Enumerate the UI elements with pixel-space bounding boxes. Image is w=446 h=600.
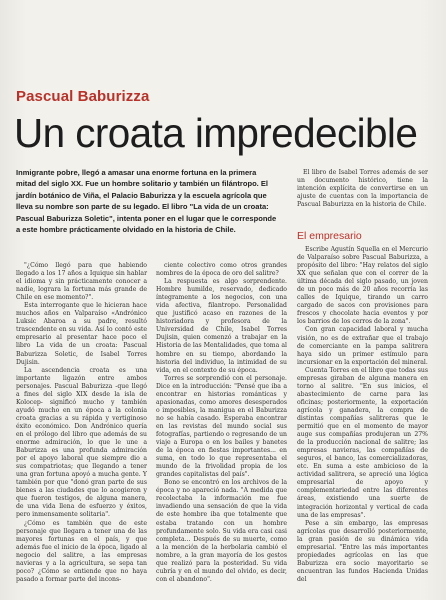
body-column-middle: [156, 262, 287, 584]
body-paragraph: Escribe Agustín Squella en el Mercurio de Valparaíso sobre Pascual Baburizza, a propósito del libro: "Hay relatos del siglo XX que señalan que con el correr de la última década del siglo pasado, un joven de un poco más de 20 años recorría las calles de Iquique, tirando un carro cargado de sacos con provisiones para frescos y chocolate hacia eventos y por los barrios de los cerros de la zona".: [297, 246, 428, 326]
body-paragraph: La ascendencia croata es una importante ligazón entre ambos personajes. Pascual Baburizza -que llegó a fines del siglo XIX desde la isla de Kolocep- significó mucho y también ayudó mucho en un época a la colonia croata gracias a su rápida y vertiginoso éxito económico. Don Andrónico quería en el prólogo del libro que además de su enorme admiración, lo que le une a Baburizza es una profunda admiración por el apoyo laboral que siempre dio a sus compatriotas; que llegando a tener una gran fortuna apoyó a mucha gente. Y también por que "donó gran parte de sus bienes a las ciudades que lo acogieron y que fueron testigos, de alguna manera, de una vida llena de esfuerzo y éxitos, pero inmensamente solitaria".: [16, 366, 147, 519]
right-top-paragraph: El libro de Isabel Torres además de ser un documento histórico, tiene la intención explícita de convertirse en un ajuste de cuentas con la importancia de Pascual Baburizza en la historia de Chile.: [297, 169, 428, 209]
body-column-left: [16, 262, 147, 584]
body-paragraph: Con gran capacidad laboral y mucha visión, no es de extrañar que el trabajo de comerciante en la pampa salitrera haya sido un primer estímulo para incursionar en la exportación del mineral.: [297, 326, 428, 366]
body-paragraph: ¿Cómo es también que de este personaje que llegara a tener una de las mayores fortunas en el país, y que además fue el inicio de la época, ligado al negocio del salitre, a las empresas navieras y a la agricultura, se sepa tan poco? ¿Cómo se entiende que no haya pasado a formar parte del incons-: [16, 519, 147, 583]
body-paragraph: Pese a sin embargo, las empresas agrícolas que desarrolló posteriormente, la gran pasión de su dinámica vida empresarial. "Entre las más importantes propiedades agrícolas en las que Baburizza era socio mayoritario se encuentran las fundos Hacienda Unidas del: [297, 519, 428, 583]
section-subheading: El empresario: [297, 230, 362, 242]
article-author-kicker: Pascual Baburizza: [16, 88, 150, 105]
right-top-column: [297, 169, 428, 209]
article-title: Un croata impredecible: [14, 110, 418, 156]
body-column-right: [297, 246, 428, 584]
body-paragraph: Torres se sorprendió con el personaje. Dice en la introducción: "Pensé que iba a encontrar en historias románticas y apasionadas, como amores desesperados o imposibles, la manigua en el Baburizza no se había casado. Esperaba encontrar en las revistas del mundo social sus fotografías, partiendo o regresando de un viaje a Europa o en los bailes y banetes de la época en fiestas importantes... en suma, en todo lo que representaba el mundo de la frivolidad propia de los grandes capitalistas del país".: [156, 374, 287, 479]
body-paragraph: La respuesta es algo sorprendente. Hombre humilde, reservado, dedicado íntegramente a los negocios, con una vida afectiva, filantropo. Personalidad que justificó acaso en razones de la historiadora y profesora de la Universidad de Chile, Isabel Torres Dujisin, quien comenzó a trabajar en la Historia de las Mentalidades, que toma al hombre en su tiempo, abordando la historia del individuo, la intimidad de su vida, en el contexto de su época.: [156, 278, 287, 374]
body-paragraph: "¿Cómo llegó para que habiendo llegado a los 17 años a Iquique sin hablar el idioma y sin prácticamente conocer a nadie, lograra la fortuna más grande de Chile en ese momento?".: [16, 262, 147, 302]
body-paragraph: Esta interrogante que le hicieran hace muchos años en Valparaíso «Andrónico Luksic Abaroa a su padre, resultó trascendente en su vida. Así lo contó este empresario al presentar hace poco el libro La vida de un croata: Pascual Baburizza Soletic, de Isabel Torres Dujisin.: [16, 302, 147, 366]
article-lead: Inmigrante pobre, llegó a amasar una enorme fortuna en la primera mitad del siglo XX. Fue un hombre solitario y también un filántropo. El jardín botánico de Viña, el Palacio Baburizza y la escuela agrícola que lleva su nombre son parte de su legado. El libro "La vida de un croata: Pascual Baburizza Soletic", intenta poner en el lugar que le corresponde a este hombre prácticamente olvidado en la historia de Chile.: [16, 168, 277, 235]
body-paragraph: Cuenta Torres en el libro que todas sus empresas giraban de alguna manera en torno al salitre. "En sus inicios, el abastecimiento de carne para las oficinas; posteriormente, la exportación agrícola y ganadera, la compra de distintas compañías salitreras que le permitió que en el momento de mayor auge sus compañías produjeran un 27% de la producción nacional de salitre; las empresas navieras, las compañías de seguros, el banco, las comercializadoras, etc. En suma a este ambicioso de la actividad salitrera, se apreció una lógica empresarial de apoyo y complementariedad entre las diferentes áreas, existiendo una suerte de integración horizontal y vertical de cada una de las empresas".: [297, 366, 428, 519]
body-paragraph: Bono se encontró en los archivos de la época y no apareció nada. "A medida que recolectaba la información me fue invadiendo una sensación de que la vida de este hombre iba que totalmente que estaba tratando con un hombre profundamente solo. Su vida era casi casi completa... Después de su muerte, como a la mención de la herbolaria cambió el nombre, a la gran mayoría de los gestos que realizó para la posteridad. Su vida cubría y en el mundo del olvido, es decir, con el abandono".: [156, 479, 287, 583]
body-paragraph: ciente colectivo como otros grandes nombres de la época de oro del salitre?: [156, 262, 287, 278]
